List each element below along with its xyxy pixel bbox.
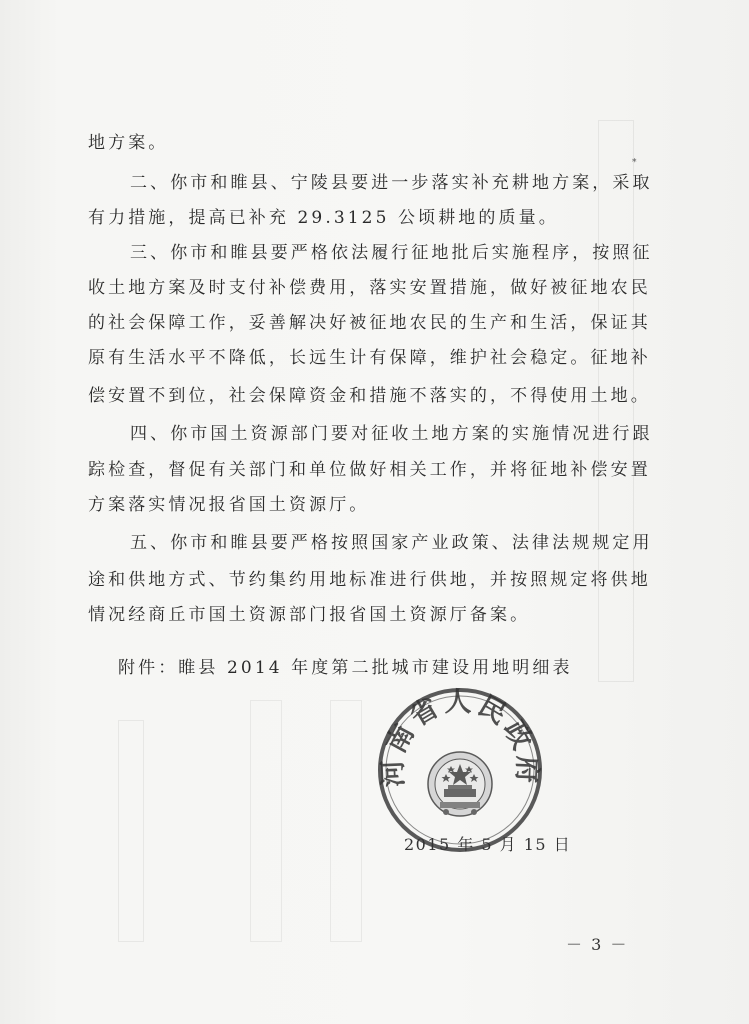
body-line: 偿安置不到位，社会保障资金和措施不落实的，不得使用土地。 xyxy=(88,386,651,406)
bleed-through-column xyxy=(118,720,144,942)
body-line: 有力措施，提高已补充 29.3125 公顷耕地的质量。 xyxy=(88,208,559,228)
pen-mark: * xyxy=(632,158,637,168)
seal-text: 河南省人民政府 xyxy=(377,686,543,788)
body-line: 情况经商丘市国土资源部门报省国土资源厅备案。 xyxy=(88,605,531,625)
body-line: 方案落实情况报省国土资源厅。 xyxy=(88,495,370,515)
issue-date: 2015 年 5 月 15 日 xyxy=(404,835,572,854)
body-line: 三、你市和睢县要严格依法履行征地批后实施程序，按照征 xyxy=(130,243,653,263)
emblem-icon xyxy=(428,752,492,816)
body-line: 踪检查，督促有关部门和单位做好相关工作，并将征地补偿安置 xyxy=(88,460,651,480)
bleed-through-column xyxy=(250,700,282,942)
attachment-note: 附件：睢县 2014 年度第二批城市建设用地明细表 xyxy=(118,658,573,678)
body-line: 途和供地方式、节约集约用地标准进行供地，并按照规定将供地 xyxy=(88,570,651,590)
body-line: 的社会保障工作，妥善解决好被征地农民的生产和生活，保证其 xyxy=(88,313,651,333)
bleed-through-column xyxy=(330,700,362,942)
body-line: 二、你市和睢县、宁陵县要进一步落实补充耕地方案，采取 xyxy=(130,173,653,193)
body-line: 五、你市和睢县要严格按照国家产业政策、法律法规规定用 xyxy=(130,533,653,553)
body-line: 四、你市国土资源部门要对征收土地方案的实施情况进行跟 xyxy=(130,424,653,444)
body-line: 收土地方案及时支付补偿费用，落实安置措施，做好被征地农民 xyxy=(88,278,651,298)
page-number: － 3 － xyxy=(566,935,629,954)
body-line: 地方案。 xyxy=(88,133,169,153)
official-seal xyxy=(376,686,544,854)
body-line: 原有生活水平不降低，长远生计有保障，维护社会稳定。征地补 xyxy=(88,348,651,368)
